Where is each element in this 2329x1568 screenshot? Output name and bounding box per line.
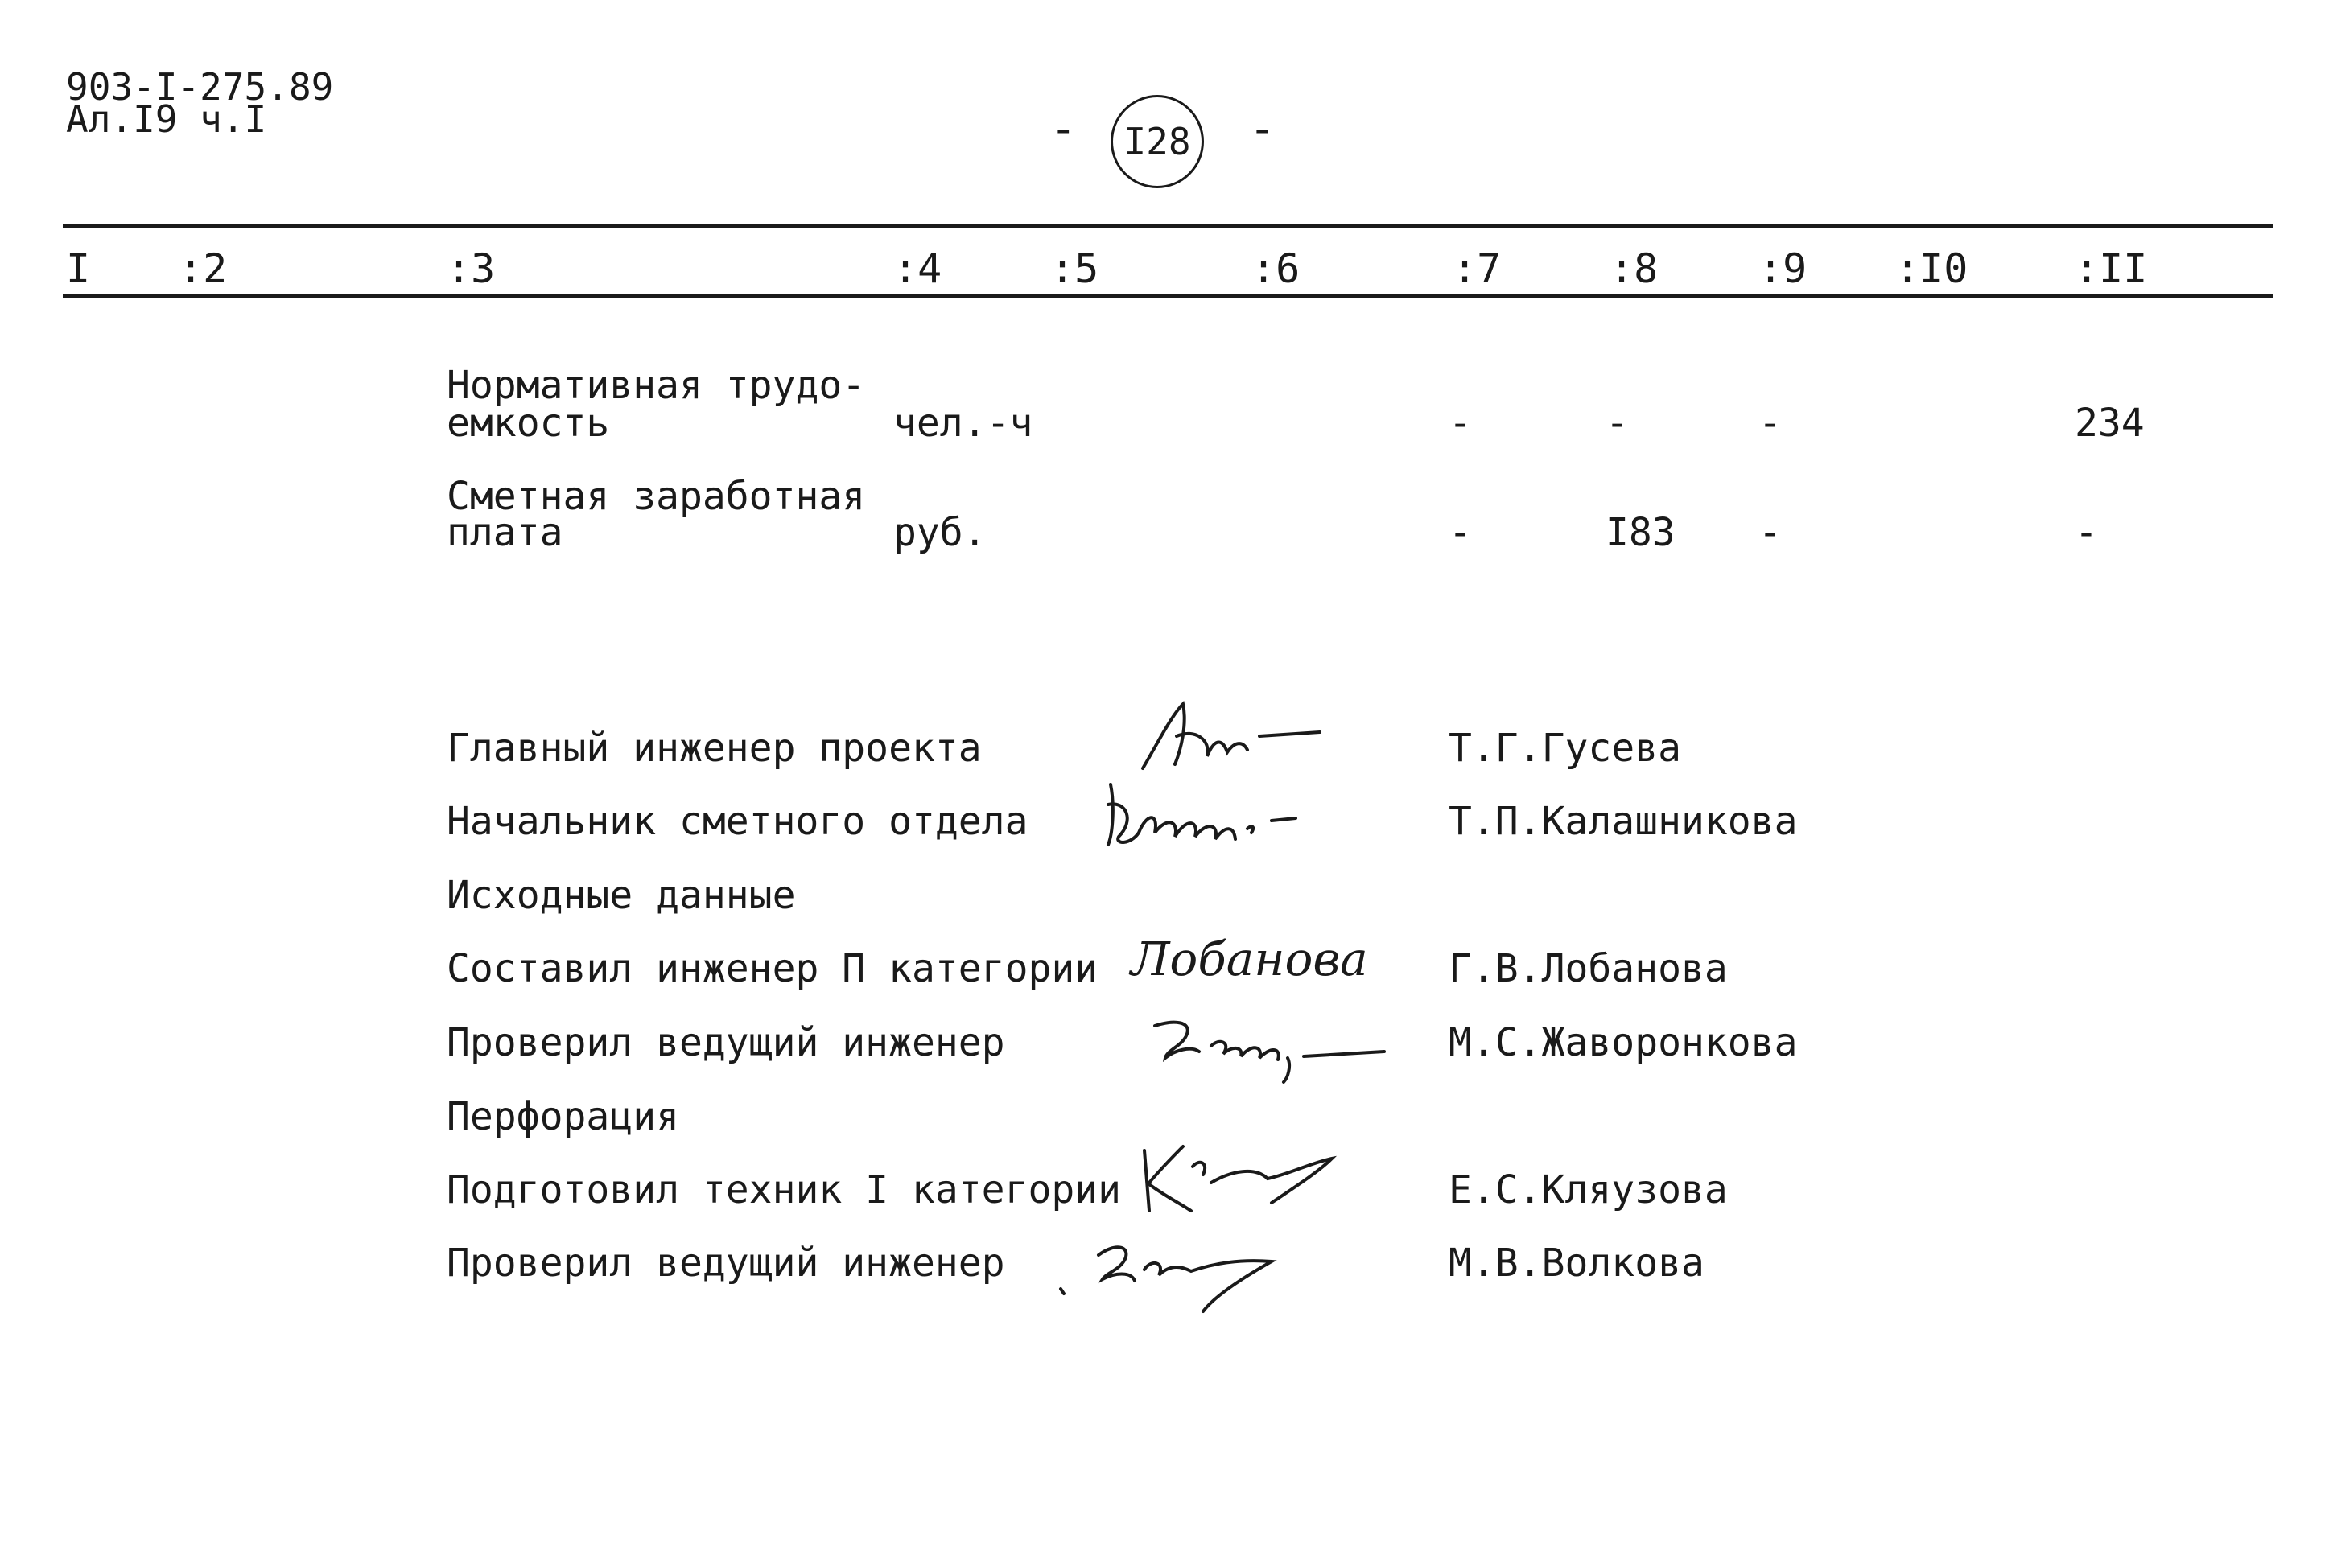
section-heading: Перфорация [447, 1094, 679, 1139]
row-col11: 234 [2075, 401, 2145, 446]
row-unit: чел.-ч [893, 401, 1033, 446]
signature-person: М.С.Жаворонкова [1449, 1020, 1798, 1065]
row-col7: - [1449, 510, 1472, 555]
column-header-8: :8 [1610, 245, 1659, 292]
handwritten-signature-2 [1090, 768, 1332, 857]
row-name-line2: емкость [447, 401, 610, 446]
page-dash-right: - [1249, 103, 1276, 154]
signature-person: Т.Г.Гусева [1449, 726, 1681, 771]
sheet-code: Ал.I9 ч.I [66, 97, 267, 141]
row-col8: I83 [1606, 510, 1676, 555]
signature-person: М.В.Волкова [1449, 1241, 1704, 1286]
column-header-11: :II [2075, 245, 2148, 292]
signature-role: Составил инженер П категории [447, 946, 1099, 991]
signature-role: Проверил ведущий инженер [447, 1020, 1005, 1065]
header-rule-top [63, 224, 2273, 228]
row-col9: - [1758, 401, 1782, 446]
column-header-4: :4 [893, 245, 942, 292]
column-header-10: :I0 [1895, 245, 1968, 292]
column-header-9: :9 [1758, 245, 1808, 292]
row-name-line2: плата [447, 510, 563, 555]
section-heading: Исходные данные [447, 873, 796, 918]
column-header-7: :7 [1453, 245, 1502, 292]
row-col11: - [2075, 510, 2098, 555]
signature-role: Начальник сметного отдела [447, 799, 1028, 844]
row-col7: - [1449, 401, 1472, 446]
page-dash-left: - [1050, 103, 1077, 154]
row-col9: - [1758, 510, 1782, 555]
signature-person: Г.В.Лобанова [1449, 946, 1728, 991]
column-header-3: :3 [447, 245, 496, 292]
document-code: 903-I-275.89 [66, 65, 334, 109]
signature-person: Т.П.Калашникова [1449, 799, 1798, 844]
signature-role: Главный инженер проекта [447, 726, 982, 771]
signature-role: Подготовил техник I категории [447, 1167, 1122, 1212]
page-number: I28 [1123, 120, 1191, 163]
handwritten-signature-4 [1143, 1002, 1400, 1090]
header-rule-bottom [63, 294, 2273, 298]
column-header-2: :2 [179, 245, 228, 292]
signature-lobanova-text: Лобанова [1131, 933, 1368, 986]
row-unit: руб. [893, 510, 987, 555]
handwritten-signature-3 [1123, 933, 1392, 990]
signature-role: Проверил ведущий инженер [447, 1241, 1005, 1286]
handwritten-signature-5 [1135, 1134, 1344, 1223]
row-name-line1: Сметная заработная [447, 474, 866, 519]
column-header-1: I [66, 245, 91, 292]
page-number-circle [1111, 95, 1204, 188]
handwritten-signature-6 [1054, 1215, 1296, 1319]
column-header-6: :6 [1251, 245, 1301, 292]
row-name-line1: Нормативная трудо- [447, 363, 866, 408]
row-col8: - [1606, 401, 1629, 446]
handwritten-signature-1 [1127, 692, 1336, 780]
column-header-5: :5 [1050, 245, 1099, 292]
signature-person: Е.С.Кляузова [1449, 1167, 1728, 1212]
